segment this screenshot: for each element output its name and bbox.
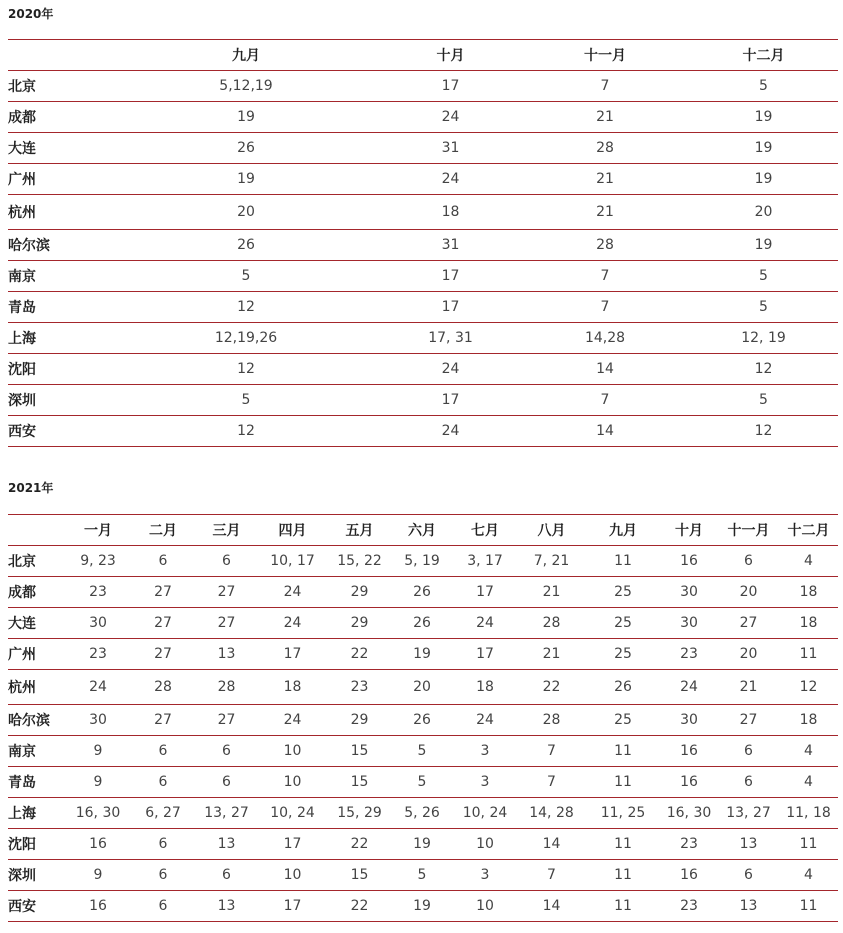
date-value-cell: 26 [391, 608, 453, 639]
date-value-cell: 28 [196, 670, 257, 705]
date-value-cell: 6 [718, 546, 779, 577]
city-name-cell: 西安 [8, 416, 112, 447]
date-value-cell: 14 [517, 891, 586, 922]
date-value-cell: 6 [196, 860, 257, 891]
date-value-cell: 16, 30 [660, 798, 718, 829]
table-row [8, 292, 838, 323]
date-value-cell: 16 [66, 891, 130, 922]
date-value-cell: 12 [689, 416, 838, 447]
date-value-cell: 19 [689, 102, 838, 133]
date-value-cell: 6 [196, 546, 257, 577]
month-header-cell: 八月 [517, 515, 586, 546]
date-value-cell: 21 [517, 639, 586, 670]
city-name-cell: 哈尔滨 [8, 705, 66, 736]
date-value-cell: 22 [328, 639, 391, 670]
date-value-cell: 6, 27 [130, 798, 196, 829]
date-value-cell: 3, 17 [453, 546, 517, 577]
date-value-cell: 14 [517, 829, 586, 860]
date-value-cell: 15, 29 [328, 798, 391, 829]
date-value-cell: 19 [112, 164, 380, 195]
corner-header-cell [8, 40, 112, 71]
date-value-cell: 28 [517, 705, 586, 736]
table-row [8, 829, 838, 860]
city-name-cell: 沈阳 [8, 354, 112, 385]
date-value-cell: 11 [779, 891, 838, 922]
date-value-cell: 27 [196, 608, 257, 639]
date-value-cell: 9, 23 [66, 546, 130, 577]
date-value-cell: 30 [660, 608, 718, 639]
table-row [8, 798, 838, 829]
date-value-cell: 18 [779, 577, 838, 608]
city-name-cell: 大连 [8, 608, 66, 639]
date-value-cell: 14, 28 [517, 798, 586, 829]
date-value-cell: 3 [453, 767, 517, 798]
date-value-cell: 11 [779, 639, 838, 670]
date-value-cell: 18 [779, 705, 838, 736]
date-value-cell: 6 [196, 736, 257, 767]
date-value-cell: 12 [112, 416, 380, 447]
date-value-cell: 4 [779, 546, 838, 577]
city-name-cell: 北京 [8, 546, 66, 577]
table-row [8, 736, 838, 767]
date-value-cell: 5 [112, 261, 380, 292]
date-value-cell: 24 [257, 577, 328, 608]
table-row [8, 102, 838, 133]
date-value-cell: 19 [689, 164, 838, 195]
date-value-cell: 6 [130, 891, 196, 922]
table-row [8, 767, 838, 798]
date-value-cell: 26 [391, 705, 453, 736]
date-value-cell: 21 [517, 577, 586, 608]
date-value-cell: 27 [718, 608, 779, 639]
date-value-cell: 5 [689, 261, 838, 292]
date-value-cell: 18 [380, 195, 521, 230]
date-value-cell: 27 [196, 705, 257, 736]
schedule-table-2020 [8, 39, 838, 447]
date-value-cell: 21 [521, 102, 689, 133]
date-value-cell: 28 [521, 133, 689, 164]
date-value-cell: 10 [257, 767, 328, 798]
date-value-cell: 11 [586, 860, 660, 891]
date-value-cell: 10 [257, 736, 328, 767]
date-value-cell: 25 [586, 608, 660, 639]
month-header-cell: 七月 [453, 515, 517, 546]
date-value-cell: 18 [257, 670, 328, 705]
table-row [8, 608, 838, 639]
date-value-cell: 11 [779, 829, 838, 860]
date-value-cell: 10, 24 [453, 798, 517, 829]
city-name-cell: 北京 [8, 71, 112, 102]
date-value-cell: 13 [718, 829, 779, 860]
table-row [8, 261, 838, 292]
city-name-cell: 西安 [8, 891, 66, 922]
table-row [8, 639, 838, 670]
date-value-cell: 10 [453, 891, 517, 922]
date-value-cell: 5 [112, 385, 380, 416]
date-value-cell: 7 [517, 860, 586, 891]
date-value-cell: 9 [66, 860, 130, 891]
date-value-cell: 16 [66, 829, 130, 860]
date-value-cell: 23 [660, 639, 718, 670]
date-value-cell: 5, 26 [391, 798, 453, 829]
city-name-cell: 上海 [8, 323, 112, 354]
date-value-cell: 23 [660, 829, 718, 860]
date-value-cell: 12 [112, 354, 380, 385]
date-value-cell: 17 [453, 639, 517, 670]
city-name-cell: 成都 [8, 102, 112, 133]
date-value-cell: 24 [380, 354, 521, 385]
date-value-cell: 17 [380, 261, 521, 292]
date-value-cell: 6 [130, 736, 196, 767]
city-name-cell: 成都 [8, 577, 66, 608]
date-value-cell: 27 [130, 608, 196, 639]
date-value-cell: 7, 21 [517, 546, 586, 577]
city-name-cell: 青岛 [8, 767, 66, 798]
date-value-cell: 16 [660, 736, 718, 767]
table-row [8, 385, 838, 416]
date-value-cell: 22 [328, 891, 391, 922]
schedule-table-2021 [8, 514, 838, 922]
date-value-cell: 30 [660, 577, 718, 608]
date-value-cell: 13 [718, 891, 779, 922]
date-value-cell: 21 [521, 195, 689, 230]
date-value-cell: 24 [660, 670, 718, 705]
date-value-cell: 15, 22 [328, 546, 391, 577]
table-row [8, 133, 838, 164]
date-value-cell: 27 [130, 639, 196, 670]
date-value-cell: 26 [586, 670, 660, 705]
date-value-cell: 18 [453, 670, 517, 705]
month-header-cell: 十月 [660, 515, 718, 546]
date-value-cell: 13, 27 [196, 798, 257, 829]
date-value-cell: 30 [660, 705, 718, 736]
date-value-cell: 16 [660, 767, 718, 798]
date-value-cell: 13 [196, 891, 257, 922]
date-value-cell: 19 [391, 829, 453, 860]
date-value-cell: 17 [257, 829, 328, 860]
date-value-cell: 11 [586, 767, 660, 798]
date-value-cell: 24 [257, 608, 328, 639]
date-value-cell: 22 [328, 829, 391, 860]
city-name-cell: 广州 [8, 639, 66, 670]
date-value-cell: 23 [660, 891, 718, 922]
date-value-cell: 11 [586, 829, 660, 860]
date-value-cell: 4 [779, 767, 838, 798]
date-value-cell: 17 [380, 71, 521, 102]
date-value-cell: 5,12,19 [112, 71, 380, 102]
date-value-cell: 21 [718, 670, 779, 705]
table-row [8, 860, 838, 891]
date-value-cell: 7 [521, 385, 689, 416]
month-header-cell: 二月 [130, 515, 196, 546]
city-name-cell: 青岛 [8, 292, 112, 323]
date-value-cell: 7 [517, 736, 586, 767]
date-value-cell: 13 [196, 639, 257, 670]
date-value-cell: 23 [66, 577, 130, 608]
date-value-cell: 27 [718, 705, 779, 736]
date-value-cell: 24 [66, 670, 130, 705]
month-header-cell: 五月 [328, 515, 391, 546]
date-value-cell: 20 [718, 577, 779, 608]
month-header-cell: 一月 [66, 515, 130, 546]
date-value-cell: 27 [130, 705, 196, 736]
date-value-cell: 17 [380, 292, 521, 323]
date-value-cell: 27 [130, 577, 196, 608]
date-value-cell: 17 [257, 639, 328, 670]
date-value-cell: 6 [130, 767, 196, 798]
date-value-cell: 19 [689, 230, 838, 261]
date-value-cell: 24 [453, 608, 517, 639]
table-row [8, 577, 838, 608]
date-value-cell: 20 [391, 670, 453, 705]
date-value-cell: 9 [66, 767, 130, 798]
date-value-cell: 11 [586, 891, 660, 922]
date-value-cell: 5 [689, 71, 838, 102]
date-value-cell: 24 [257, 705, 328, 736]
date-value-cell: 16 [660, 860, 718, 891]
date-value-cell: 29 [328, 608, 391, 639]
date-value-cell: 11, 18 [779, 798, 838, 829]
month-header-cell: 九月 [112, 40, 380, 71]
date-value-cell: 6 [718, 767, 779, 798]
date-value-cell: 6 [718, 736, 779, 767]
date-value-cell: 30 [66, 705, 130, 736]
date-value-cell: 4 [779, 736, 838, 767]
date-value-cell: 5 [689, 385, 838, 416]
city-name-cell: 杭州 [8, 670, 66, 705]
table-row [8, 670, 838, 705]
date-value-cell: 12 [779, 670, 838, 705]
month-header-cell: 十二月 [779, 515, 838, 546]
date-value-cell: 24 [380, 102, 521, 133]
date-value-cell: 28 [521, 230, 689, 261]
date-value-cell: 16, 30 [66, 798, 130, 829]
date-value-cell: 29 [328, 577, 391, 608]
city-name-cell: 大连 [8, 133, 112, 164]
date-value-cell: 24 [380, 164, 521, 195]
table-row [8, 416, 838, 447]
date-value-cell: 20 [718, 639, 779, 670]
table-row [8, 891, 838, 922]
header-row [8, 515, 838, 546]
date-value-cell: 31 [380, 230, 521, 261]
corner-header-cell [8, 515, 66, 546]
table-row [8, 164, 838, 195]
header-row [8, 40, 838, 71]
table-row [8, 354, 838, 385]
date-value-cell: 6 [718, 860, 779, 891]
date-value-cell: 11 [586, 736, 660, 767]
date-value-cell: 9 [66, 736, 130, 767]
table-row [8, 230, 838, 261]
month-header-cell: 十一月 [718, 515, 779, 546]
date-value-cell: 19 [112, 102, 380, 133]
city-name-cell: 南京 [8, 736, 66, 767]
date-value-cell: 7 [521, 261, 689, 292]
date-value-cell: 29 [328, 705, 391, 736]
month-header-cell: 十一月 [521, 40, 689, 71]
city-name-cell: 杭州 [8, 195, 112, 230]
date-value-cell: 10, 24 [257, 798, 328, 829]
date-value-cell: 6 [196, 767, 257, 798]
city-name-cell: 南京 [8, 261, 112, 292]
month-header-cell: 三月 [196, 515, 257, 546]
date-value-cell: 12 [112, 292, 380, 323]
date-value-cell: 24 [453, 705, 517, 736]
date-value-cell: 19 [391, 639, 453, 670]
date-value-cell: 17, 31 [380, 323, 521, 354]
date-value-cell: 7 [521, 292, 689, 323]
date-value-cell: 28 [130, 670, 196, 705]
date-value-cell: 21 [521, 164, 689, 195]
date-value-cell: 25 [586, 577, 660, 608]
date-value-cell: 15 [328, 767, 391, 798]
table-row [8, 705, 838, 736]
date-value-cell: 15 [328, 736, 391, 767]
date-value-cell: 6 [130, 546, 196, 577]
date-value-cell: 31 [380, 133, 521, 164]
date-value-cell: 12, 19 [689, 323, 838, 354]
city-name-cell: 深圳 [8, 860, 66, 891]
date-value-cell: 5 [391, 860, 453, 891]
date-value-cell: 12 [689, 354, 838, 385]
date-value-cell: 28 [517, 608, 586, 639]
date-value-cell: 6 [130, 829, 196, 860]
date-value-cell: 30 [66, 608, 130, 639]
city-name-cell: 广州 [8, 164, 112, 195]
section-title-2021: 2021年 [8, 481, 54, 495]
table-row [8, 323, 838, 354]
date-value-cell: 14 [521, 354, 689, 385]
table-row [8, 546, 838, 577]
date-value-cell: 16 [660, 546, 718, 577]
date-value-cell: 5, 19 [391, 546, 453, 577]
date-value-cell: 27 [196, 577, 257, 608]
date-value-cell: 23 [328, 670, 391, 705]
date-value-cell: 24 [380, 416, 521, 447]
date-value-cell: 20 [112, 195, 380, 230]
section-title-2020: 2020年 [8, 7, 54, 21]
date-value-cell: 5 [391, 767, 453, 798]
date-value-cell: 18 [779, 608, 838, 639]
month-header-cell: 十二月 [689, 40, 838, 71]
date-value-cell: 26 [391, 577, 453, 608]
city-name-cell: 哈尔滨 [8, 230, 112, 261]
city-name-cell: 上海 [8, 798, 66, 829]
date-value-cell: 26 [112, 133, 380, 164]
date-value-cell: 6 [130, 860, 196, 891]
date-value-cell: 25 [586, 639, 660, 670]
date-value-cell: 26 [112, 230, 380, 261]
month-header-cell: 十月 [380, 40, 521, 71]
date-value-cell: 23 [66, 639, 130, 670]
date-value-cell: 7 [521, 71, 689, 102]
table-row [8, 195, 838, 230]
month-header-cell: 六月 [391, 515, 453, 546]
date-value-cell: 14 [521, 416, 689, 447]
date-value-cell: 10, 17 [257, 546, 328, 577]
date-value-cell: 11 [586, 546, 660, 577]
table-row [8, 71, 838, 102]
date-value-cell: 17 [453, 577, 517, 608]
date-value-cell: 13 [196, 829, 257, 860]
date-value-cell: 5 [391, 736, 453, 767]
date-value-cell: 11, 25 [586, 798, 660, 829]
date-value-cell: 7 [517, 767, 586, 798]
month-header-cell: 九月 [586, 515, 660, 546]
city-name-cell: 深圳 [8, 385, 112, 416]
date-value-cell: 25 [586, 705, 660, 736]
date-value-cell: 14,28 [521, 323, 689, 354]
date-value-cell: 13, 27 [718, 798, 779, 829]
date-value-cell: 17 [257, 891, 328, 922]
date-value-cell: 19 [689, 133, 838, 164]
date-value-cell: 12,19,26 [112, 323, 380, 354]
date-value-cell: 20 [689, 195, 838, 230]
date-value-cell: 22 [517, 670, 586, 705]
date-value-cell: 4 [779, 860, 838, 891]
month-header-cell: 四月 [257, 515, 328, 546]
date-value-cell: 3 [453, 860, 517, 891]
date-value-cell: 19 [391, 891, 453, 922]
date-value-cell: 10 [257, 860, 328, 891]
city-name-cell: 沈阳 [8, 829, 66, 860]
date-value-cell: 5 [689, 292, 838, 323]
date-value-cell: 15 [328, 860, 391, 891]
date-value-cell: 17 [380, 385, 521, 416]
date-value-cell: 10 [453, 829, 517, 860]
date-value-cell: 3 [453, 736, 517, 767]
